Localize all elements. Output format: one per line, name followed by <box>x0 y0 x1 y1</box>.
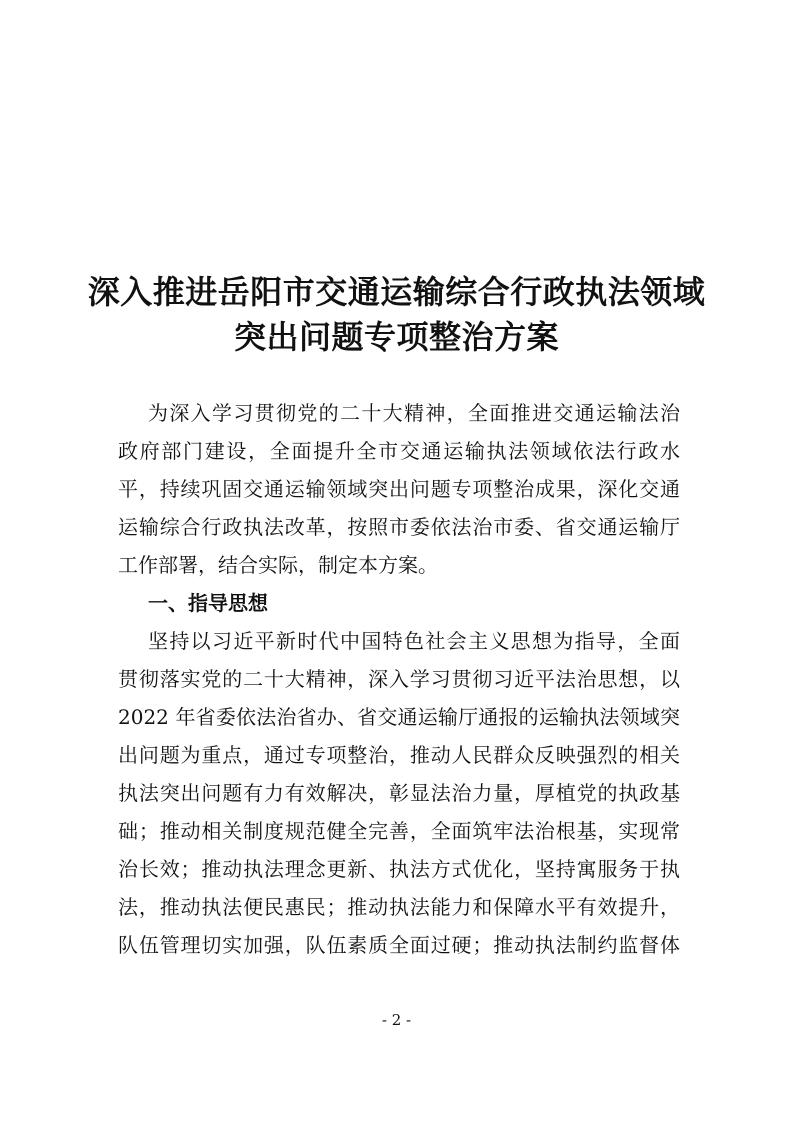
document-title-line-1: 深入推进岳阳市交通运输综合行政执法领域 <box>87 273 706 311</box>
body-line: 治长效；推动执法理念更新、执法方式优化，坚持寓服务于执 <box>118 857 680 881</box>
body-line: 2022 年省委依法治省办、省交通运输厅通报的运输执法领域突 <box>118 705 680 729</box>
section-heading-guiding-ideology: 一、指导思想 <box>148 591 268 615</box>
intro-line: 运输综合行政执法改革，按照市委依法治市委、省交通运输厅 <box>118 515 680 539</box>
body-line: 贯彻落实党的二十大精神，深入学习贯彻习近平法治思想，以 <box>118 667 680 691</box>
intro-line: 为深入学习贯彻党的二十大精神，全面推进交通运输法治 <box>148 401 680 425</box>
intro-line: 政府部门建设，全面提升全市交通运输执法领域依法行政水 <box>118 439 680 463</box>
body-line: 坚持以习近平新时代中国特色社会主义思想为指导，全面 <box>148 629 680 653</box>
body-line: 出问题为重点，通过专项整治，推动人民群众反映强烈的相关 <box>118 743 680 767</box>
body-line: 法，推动执法便民惠民；推动执法能力和保障水平有效提升， <box>118 895 680 919</box>
body-line: 执法突出问题有力有效解决，彰显法治力量，厚植党的执政基 <box>118 781 680 805</box>
body-line: 础；推动相关制度规范健全完善，全面筑牢法治根基，实现常 <box>118 819 680 843</box>
intro-line: 平，持续巩固交通运输领域突出问题专项整治成果，深化交通 <box>118 477 680 501</box>
page-number: - 2 - <box>381 1011 412 1029</box>
body-line: 队伍管理切实加强，队伍素质全面过硬；推动执法制约监督体 <box>118 933 680 957</box>
intro-line: 工作部署，结合实际，制定本方案。 <box>118 553 438 577</box>
document-title-line-2: 突出问题专项整治方案 <box>233 318 559 356</box>
